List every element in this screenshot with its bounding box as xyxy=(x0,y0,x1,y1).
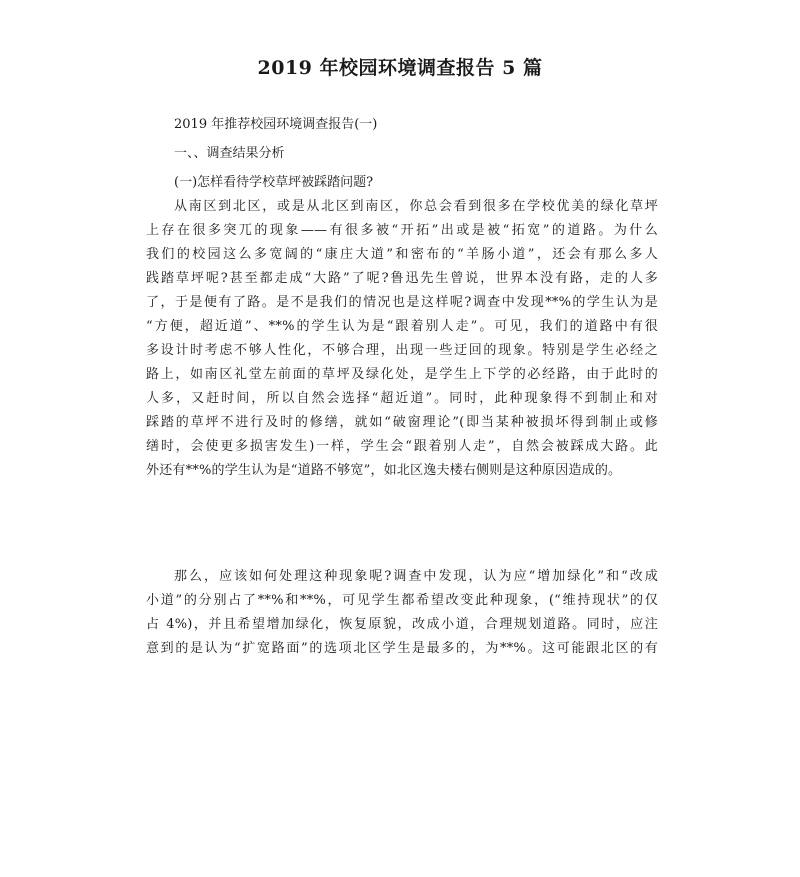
text-line: 了，于是便有了路。是不是我们的情况也是这样呢?调查中发现**%的学生认为是 xyxy=(146,295,658,310)
text-line: 践踏草坪呢?甚至都走成“大路”了呢?鲁迅先生曾说，世界本没有路，走的人多 xyxy=(146,271,658,286)
text-line: 那么，应该如何处理这种现象呢?调查中发现，认为应“增加绿化”和“改成 xyxy=(174,569,658,584)
text-line: 小道”的分别占了**%和**%，可见学生都希望改变此种现象，(“维持现状”的仅 xyxy=(146,593,658,608)
question-heading: (一)怎样看待学校草坪被踩踏问题? xyxy=(174,175,374,190)
text-line: 缮时，会使更多损害发生)一样，学生会“跟着别人走”，自然会被踩成大路。此 xyxy=(146,439,658,454)
paragraph-solutions xyxy=(146,565,658,661)
text-line: 踩踏的草坪不进行及时的修缮，就如“破窗理论”(即当某种被损坏得到制止或修 xyxy=(146,415,658,430)
text-line: 从南区到北区，或是从北区到南区，你总会看到很多在学校优美的绿化草坪 xyxy=(174,199,658,214)
text-line: “方便，超近道”、**%的学生认为是“跟着别人走”。可见，我们的道路中有很 xyxy=(146,319,658,334)
document-title: 2019 年校园环境调查报告 5 篇 xyxy=(257,57,543,79)
text-line: 多设计时考虑不够人性化，不够合理，出现一些迂回的现象。特别是学生必经之 xyxy=(146,343,658,358)
text-line: 意到的是认为“扩宽路面”的选项北区学生是最多的，为**%。这可能跟北区的有 xyxy=(146,641,658,656)
paragraph-trampling-causes xyxy=(146,195,658,483)
text-line: 路上，如南区礼堂左前面的草坪及绿化处，是学生上下学的必经路，由于此时的 xyxy=(146,367,658,382)
section-heading: 一、、调查结果分析 xyxy=(174,146,285,161)
report-subtitle: 2019 年推荐校园环境调查报告(一) xyxy=(174,117,378,132)
text-line: 人多，又赶时间，所以自然会选择“超近道”。同时，此种现象得不到制止和对 xyxy=(146,391,658,406)
text-line: 占 4%)，并且希望增加绿化，恢复原貌，改成小道，合理规划道路。同时，应注 xyxy=(146,617,658,632)
text-line: 外还有**%的学生认为是“道路不够宽”，如北区逸夫楼右侧则是这种原因造成的。 xyxy=(146,463,622,478)
text-line: 上存在很多突兀的现象——有很多被“开拓”出或是被“拓宽”的道路。为什么 xyxy=(146,223,658,238)
text-line: 我们的校园这么多宽阔的“康庄大道”和密布的“羊肠小道”，还会有那么多人 xyxy=(146,247,658,262)
